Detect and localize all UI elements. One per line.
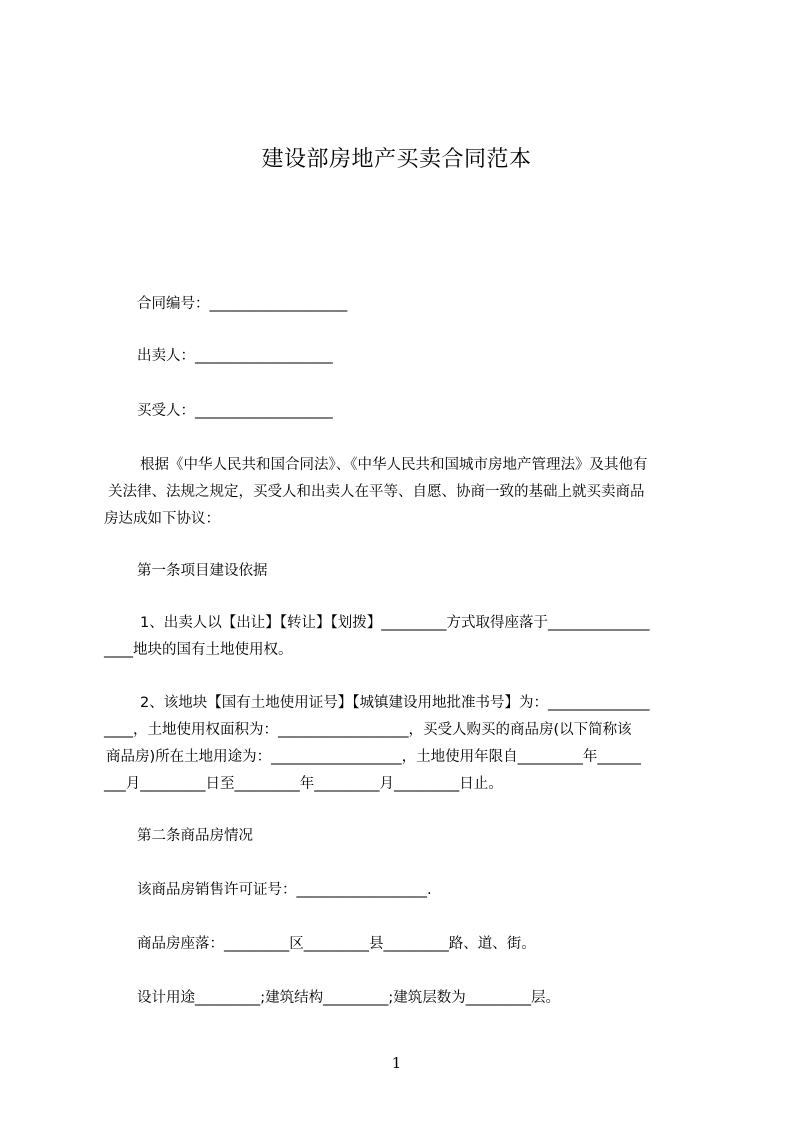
- article-1-clause-2-line-3: 商品房)所在土地用途为：__________________，土地使用年限自_________年______: [106, 749, 641, 765]
- design-use-field: 设计用途_________;建筑结构_________;建筑层数为_________层。: [137, 990, 561, 1006]
- article-1-clause-2-line-4: ___月_________日至_________年_________月_________日止。: [104, 776, 503, 792]
- buyer-field: 买受人：___________________: [137, 403, 333, 419]
- preamble-line-1: 根据《中华人民共和国合同法》、《中华人民共和国城市房地产管理法》及其他有: [140, 457, 648, 473]
- preamble-line-2: 关法律、法规之规定，买受人和出卖人在平等、自愿、协商一致的基础上就买卖商品: [108, 484, 645, 500]
- article-1-clause-2-line-2: ____，土地使用权面积为：__________________，买受人购买的商品房(以下简称该: [104, 722, 632, 738]
- property-location-field: 商品房座落：_________区_________县_________路、道、街。: [137, 936, 536, 952]
- preamble-line-3: 房达成如下协议：: [104, 511, 220, 527]
- seller-field: 出卖人：___________________: [137, 348, 333, 364]
- contract-number-field: 合同编号：___________________: [137, 296, 348, 312]
- sales-license-field: 该商品房销售许可证号：__________________.: [137, 882, 432, 898]
- article-2-heading: 第二条商品房情况: [137, 828, 253, 844]
- article-1-heading: 第一条项目建设依据: [137, 563, 268, 579]
- page-number: 1: [391, 1054, 402, 1072]
- article-1-clause-1-line-2: ____地块的国有土地使用权。: [104, 642, 293, 658]
- article-1-clause-1-line-1: 1、出卖人以【出让】【转让】【划拨】_________方式取得座落于______________: [140, 615, 650, 631]
- article-1-clause-2-line-1: 2、该地块【国有土地使用证号】【城镇建设用地批准书号】为：______________: [140, 695, 650, 711]
- page-title: 建设部房地产买卖合同范本: [261, 147, 532, 172]
